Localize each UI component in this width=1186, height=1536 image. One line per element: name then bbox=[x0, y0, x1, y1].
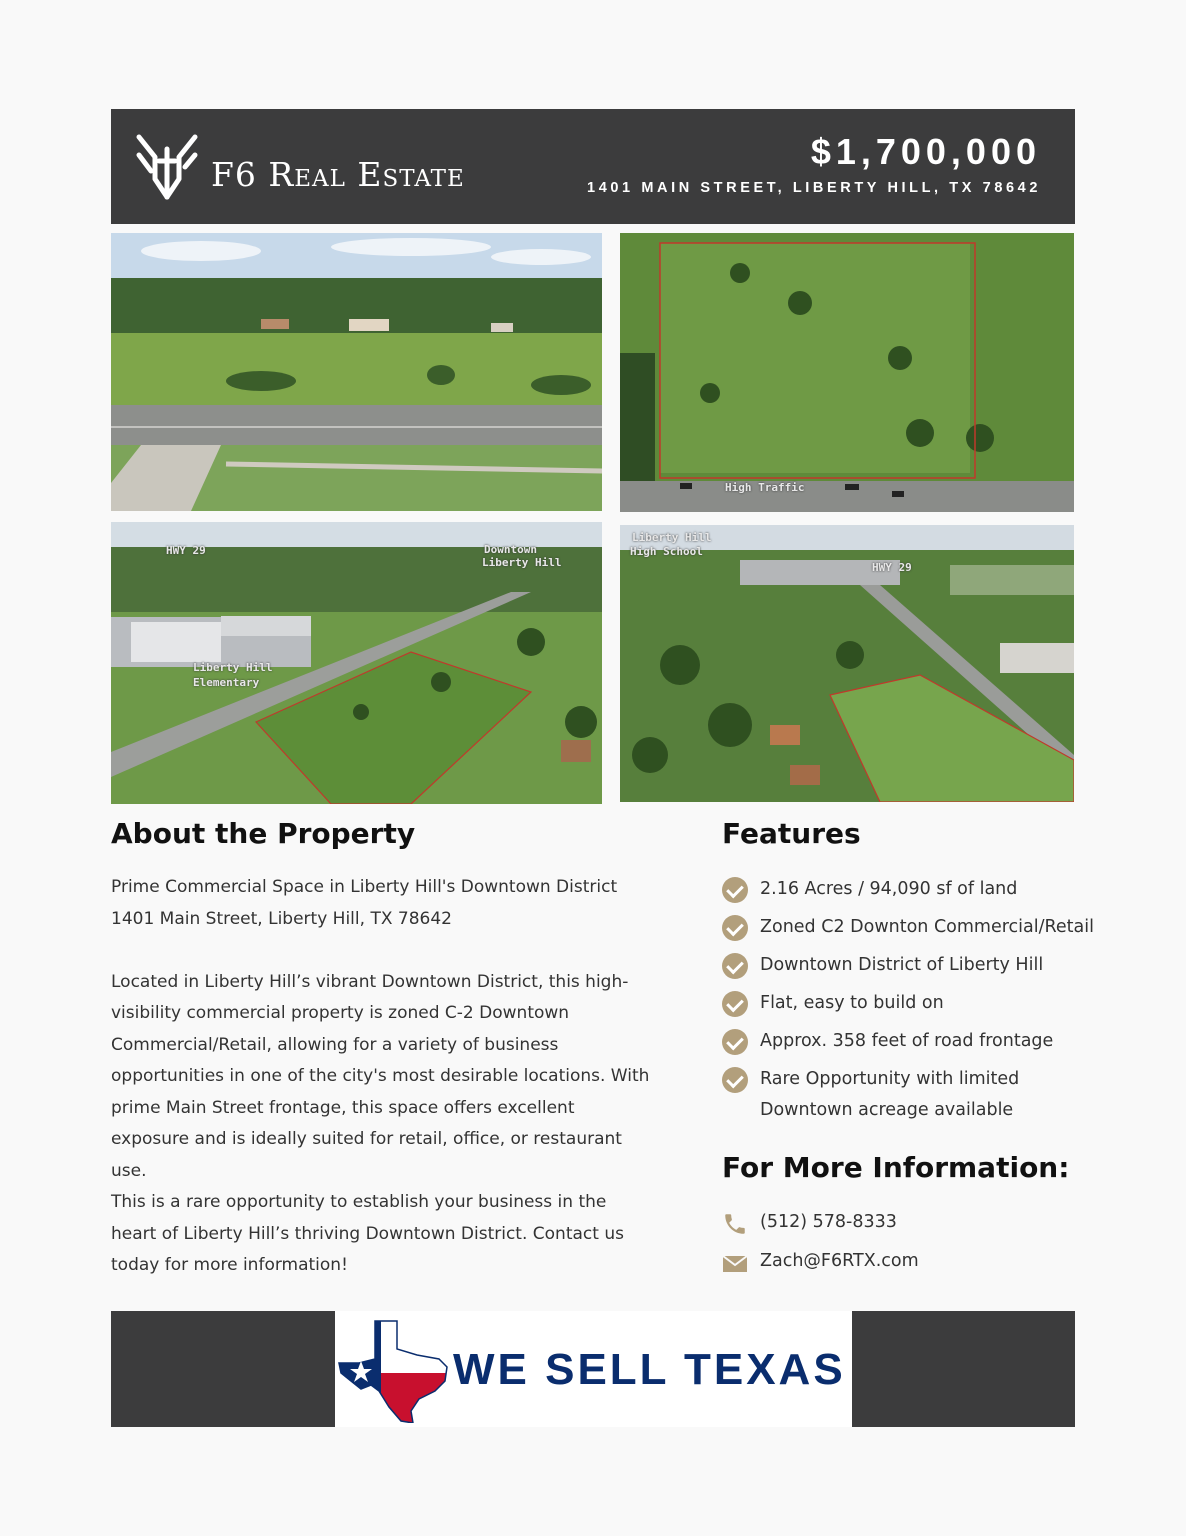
features-title: Features bbox=[722, 817, 861, 850]
about-title: About the Property bbox=[111, 817, 416, 850]
photo-label-downtown: Downtown bbox=[484, 543, 537, 556]
photo-label-liberty-hill-hs-2: High School bbox=[630, 545, 703, 558]
we-sell-texas-banner bbox=[335, 1311, 852, 1427]
banner-slogan: WE SELL TEXAS bbox=[453, 1345, 846, 1394]
listing-address: 1401 MAIN STREET, LIBERTY HILL, TX 78642 bbox=[587, 180, 1041, 196]
feature-item: 2.16 Acres / 94,090 sf of land bbox=[722, 874, 1122, 905]
checkmark-icon bbox=[722, 877, 748, 903]
property-photo-aerial-top bbox=[620, 233, 1074, 512]
checkmark-icon bbox=[722, 953, 748, 979]
header-bar bbox=[111, 109, 1075, 224]
feature-item: Downtown District of Liberty Hill bbox=[722, 950, 1122, 981]
property-photo-street-view bbox=[111, 233, 602, 511]
contact-title: For More Information: bbox=[722, 1151, 1070, 1184]
checkmark-icon bbox=[722, 915, 748, 941]
texas-flag-map-icon bbox=[337, 1319, 449, 1423]
brand-name: F6 Real Estate bbox=[211, 155, 465, 194]
photo-label-high-traffic: High Traffic bbox=[725, 481, 805, 494]
envelope-icon bbox=[722, 1250, 748, 1276]
features-list bbox=[722, 874, 1122, 1133]
about-line-2: 1401 Main Street, Liberty Hill, TX 78642 bbox=[111, 908, 452, 929]
feature-item: Rare Opportunity with limited Downtown acreage available bbox=[722, 1064, 1032, 1126]
feature-item: Zoned C2 Downton Commercial/Retail bbox=[722, 912, 1122, 943]
feature-item: Approx. 358 feet of road frontage bbox=[722, 1026, 1122, 1057]
listing-price: $1,700,000 bbox=[810, 131, 1041, 172]
photo-label-liberty-hill-hs-1: Liberty Hill bbox=[632, 531, 712, 544]
photo-label-hwy29: HWY 29 bbox=[872, 561, 912, 574]
property-photo-aerial-elementary bbox=[111, 522, 602, 804]
property-photo-aerial-highschool bbox=[620, 525, 1074, 802]
about-paragraph-2: This is a rare opportunity to establish your business in the heart of Liberty Hill’s thriving Downtown District. Contact us today for more information! bbox=[111, 1192, 624, 1275]
footer-bar bbox=[111, 1311, 1075, 1427]
about-paragraph-1: Located in Liberty Hill’s vibrant Downtown District, this high-visibility commercial property is zoned C-2 Downtown Commercial/Retail, allowing for a variety of business opportunities in one of the city's most desirable locations. With prime Main Street frontage, this space offers excellent exposure and is ideally suited for retail, office, or restaurant use. bbox=[111, 971, 650, 1181]
photo-label-hwy29: HWY 29 bbox=[166, 544, 206, 557]
brand-logo-icon bbox=[135, 131, 199, 203]
about-line-1: Prime Commercial Space in Liberty Hill's Downtown District bbox=[111, 877, 618, 897]
about-body bbox=[111, 872, 656, 1282]
checkmark-icon bbox=[722, 1029, 748, 1055]
photo-label-elementary-1: Liberty Hill bbox=[193, 661, 273, 674]
phone-icon bbox=[722, 1211, 748, 1237]
photo-label-liberty-hill: Liberty Hill bbox=[482, 556, 562, 569]
email-address[interactable]: Zach@F6RTX.com bbox=[760, 1251, 919, 1271]
checkmark-icon bbox=[722, 1067, 748, 1093]
checkmark-icon bbox=[722, 991, 748, 1017]
phone-number[interactable]: (512) 578-8333 bbox=[760, 1212, 897, 1232]
photo-label-elementary-2: Elementary bbox=[193, 676, 260, 689]
feature-item: Flat, easy to build on bbox=[722, 988, 1122, 1019]
